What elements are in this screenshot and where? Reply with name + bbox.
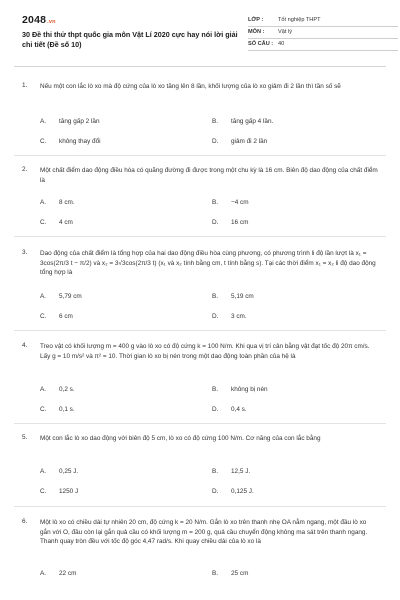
option-text: 1250 J bbox=[59, 488, 79, 495]
logo-suffix: .vn bbox=[47, 19, 56, 25]
option-letter: A. bbox=[40, 118, 47, 125]
question-text: Dao động của chất điểm là tổng hợp của hai dao động điều hòa cùng phương, có phương trình li độ lần lượt là x₁ = 3cos(2π/3 t − π/2) và x₂ = 3√3cos(2π/3 t) (x₁ và x₂ tính bằng cm, t tính bằng s). Tại các thời điểm x₁ = x₂ li độ dao động tổng hợp là bbox=[40, 250, 376, 277]
option-letter: D. bbox=[212, 219, 219, 226]
option-text: 16 cm bbox=[231, 219, 249, 226]
option-letter: C. bbox=[40, 313, 47, 320]
question-divider bbox=[14, 330, 386, 331]
logo-text: 2048 bbox=[22, 14, 47, 26]
option-text: 22 cm bbox=[59, 570, 77, 577]
option-letter: C. bbox=[40, 138, 47, 145]
option-letter: C. bbox=[40, 488, 47, 495]
option-text: tăng gấp 2 lần bbox=[59, 118, 100, 125]
meta-divider bbox=[248, 50, 398, 51]
meta-value: 40 bbox=[278, 41, 285, 47]
question-number: 1. bbox=[22, 82, 28, 89]
option-text: 4 cm bbox=[59, 219, 73, 226]
site-logo[interactable] bbox=[22, 14, 56, 26]
exam-title: 30 Đề thi thử thpt quốc gia môn Vật Lí 2020 cực hay nói lời giải chi tiết (Đề số 10) bbox=[22, 30, 238, 49]
option-letter: B. bbox=[212, 468, 219, 475]
meta-value: Vật lý bbox=[278, 29, 292, 35]
meta-row-subject bbox=[248, 27, 398, 39]
option-letter: D. bbox=[212, 138, 219, 145]
option-text: không bị nén bbox=[231, 386, 268, 393]
option-text: 0,1 s. bbox=[59, 406, 75, 413]
option-text: 5,19 cm bbox=[231, 293, 254, 300]
meta-value: Tốt nghiệp THPT bbox=[278, 17, 321, 23]
option-letter: D. bbox=[212, 406, 219, 413]
option-text: 0,2 s. bbox=[59, 386, 75, 393]
option-letter: B. bbox=[212, 293, 219, 300]
meta-row-class bbox=[248, 15, 398, 27]
question-text: Treo vật có khối lượng m = 400 g vào lò xo có độ cứng k = 100 N/m. Khi qua vị trí cân bằng vật đạt tốc độ 20π cm/s. Lấy g = 10 m/s² và π² = 10. Thời gian lò xo bị nén trong một dao động toàn phần của hệ là bbox=[40, 343, 370, 360]
meta-key: LỚP : bbox=[248, 17, 264, 23]
option-letter: A. bbox=[40, 570, 47, 577]
option-letter: B. bbox=[212, 570, 219, 577]
option-text: 8 cm. bbox=[59, 199, 75, 206]
option-text: 0,125 J. bbox=[231, 488, 254, 495]
question-text: Một chất điểm dao động điều hòa có quãng đường đi được trong một chu kỳ là 16 cm. Biên độ dao động của chất điểm là bbox=[40, 167, 378, 184]
option-text: 3 cm. bbox=[231, 313, 247, 320]
meta-row-count bbox=[248, 39, 398, 51]
option-text: 12,5 J. bbox=[231, 468, 251, 475]
option-letter: A. bbox=[40, 199, 47, 206]
option-letter: D. bbox=[212, 488, 219, 495]
question-text: Một con lắc lò xo dao động với biên độ 5 cm, lò xo có độ cứng 100 N/m. Cơ năng của con lắc bằng bbox=[40, 435, 321, 442]
question-number: 5. bbox=[22, 434, 28, 441]
option-letter: C. bbox=[40, 219, 47, 226]
question-number: 4. bbox=[22, 342, 28, 349]
option-text: không thay đổi bbox=[59, 138, 101, 145]
option-text: 25 cm bbox=[231, 570, 249, 577]
page-header bbox=[22, 14, 382, 58]
option-letter: B. bbox=[212, 386, 219, 393]
option-text: 6 cm bbox=[59, 313, 73, 320]
question-text: Nếu một con lắc lò xo mà độ cứng của lò xo tăng lên 8 lần, khối lượng của lò xo giảm đi 2 lần thì tần số sẽ bbox=[40, 83, 341, 90]
question-number: 6. bbox=[22, 518, 28, 525]
question-number: 3. bbox=[22, 249, 28, 256]
question-divider bbox=[14, 155, 386, 156]
option-letter: B. bbox=[212, 199, 219, 206]
exam-meta bbox=[248, 15, 398, 51]
option-text: 0,4 s. bbox=[231, 406, 247, 413]
option-text: giảm đi 2 lần bbox=[231, 138, 268, 145]
option-letter: C. bbox=[40, 406, 47, 413]
option-letter: A. bbox=[40, 386, 47, 393]
option-text: 0,25 J. bbox=[59, 468, 79, 475]
option-text: −4 cm bbox=[231, 199, 249, 206]
option-letter: B. bbox=[212, 118, 219, 125]
option-letter: A. bbox=[40, 293, 47, 300]
question-divider bbox=[14, 506, 386, 507]
option-letter: D. bbox=[212, 313, 219, 320]
option-letter: A. bbox=[40, 468, 47, 475]
header-divider bbox=[14, 66, 386, 67]
question-text: Một lò xo có chiều dài tự nhiên 20 cm, độ cứng k = 20 N/m. Gắn lò xo trên thanh nhẹ OA nằm ngang, một đầu lò xo gắn với O, đầu còn lại gắn quả cầu có khối lượng m = 200 g, quả cầu chuyển động không ma sát trên thanh ngang. Thanh quay tròn đều với tốc độ góc 4,47 rad/s. Khi quay chiều dài của lò xo là bbox=[40, 519, 368, 546]
question-divider bbox=[14, 423, 386, 424]
meta-key: SỐ CÂU : bbox=[248, 41, 274, 47]
question-number: 2. bbox=[22, 166, 28, 173]
meta-key: MÔN : bbox=[248, 29, 265, 35]
option-text: 5,79 cm bbox=[59, 293, 82, 300]
option-text: tăng gấp 4 lần. bbox=[231, 118, 274, 125]
question-divider bbox=[14, 236, 386, 237]
